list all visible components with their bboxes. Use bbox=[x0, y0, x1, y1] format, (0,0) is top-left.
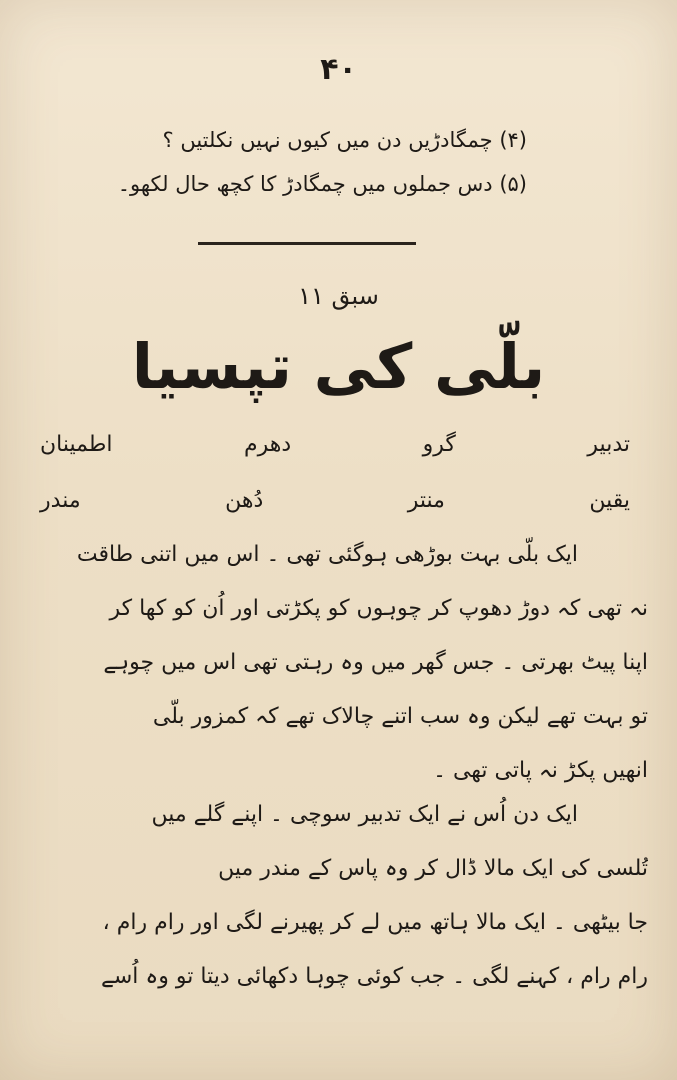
vocab-word: مندر bbox=[40, 488, 81, 513]
text-line: جا بیٹھی ۔ ایک مالا ہاتھ میں لے کر پھیرنے لگی اور رام رام ، bbox=[102, 910, 648, 935]
paragraph-2 bbox=[28, 788, 648, 1004]
page-number: ۴۰ bbox=[320, 52, 357, 87]
text-line: ایک بلّی بہت بوڑھی ہوگئی تھی ۔ اس میں اتنی طاقت bbox=[76, 542, 578, 567]
lesson-title: بلّی کی تپسیا bbox=[131, 330, 546, 403]
vocab-word: دُھن bbox=[225, 488, 264, 513]
section-divider bbox=[198, 242, 416, 245]
vocab-word: گرو bbox=[422, 432, 456, 457]
vocab-word: یقین bbox=[589, 488, 630, 513]
vocab-word: اطمینان bbox=[40, 432, 113, 457]
vocabulary-row-1 bbox=[40, 432, 630, 457]
exercise-question-4: (۴) چمگادڑیں دن میں کیوں نہیں نکلتیں ؟ bbox=[162, 128, 527, 152]
exercise-question-5: (۵) دس جملوں میں چمگادڑ کا کچھ حال لکھو۔ bbox=[117, 172, 527, 196]
text-line: انھیں پکڑ نہ پاتی تھی ۔ bbox=[433, 758, 648, 783]
vocabulary-row-2 bbox=[40, 488, 630, 513]
text-line: اپنا پیٹ بھرتی ۔ جس گھر میں وہ رہتی تھی اس میں چوہے bbox=[103, 650, 648, 675]
text-line: تُلسی کی ایک مالا ڈال کر وہ پاس کے مندر میں bbox=[218, 856, 648, 881]
vocab-word: تدبیر bbox=[587, 432, 630, 457]
text-line: تو بہت تھے لیکن وہ سب اتنے چالاک تھے کہ کمزور بلّی bbox=[152, 704, 648, 729]
text-line: نہ تھی کہ دوڑ دھوپ کر چوہوں کو پکڑتی اور اُن کو کھا کر bbox=[109, 596, 648, 621]
vocab-word: منتر bbox=[407, 488, 445, 513]
paragraph-1 bbox=[28, 528, 648, 798]
text-line: ایک دن اُس نے ایک تدبیر سوچی ۔ اپنے گلے میں bbox=[151, 802, 578, 827]
vocab-word: دھرم bbox=[244, 432, 292, 457]
lesson-number: سبق ۱۱ bbox=[298, 282, 379, 310]
text-line: رام رام ، کہنے لگی ۔ جب کوئی چوہا دکھائی دیتا تو وہ اُسے bbox=[100, 964, 648, 989]
